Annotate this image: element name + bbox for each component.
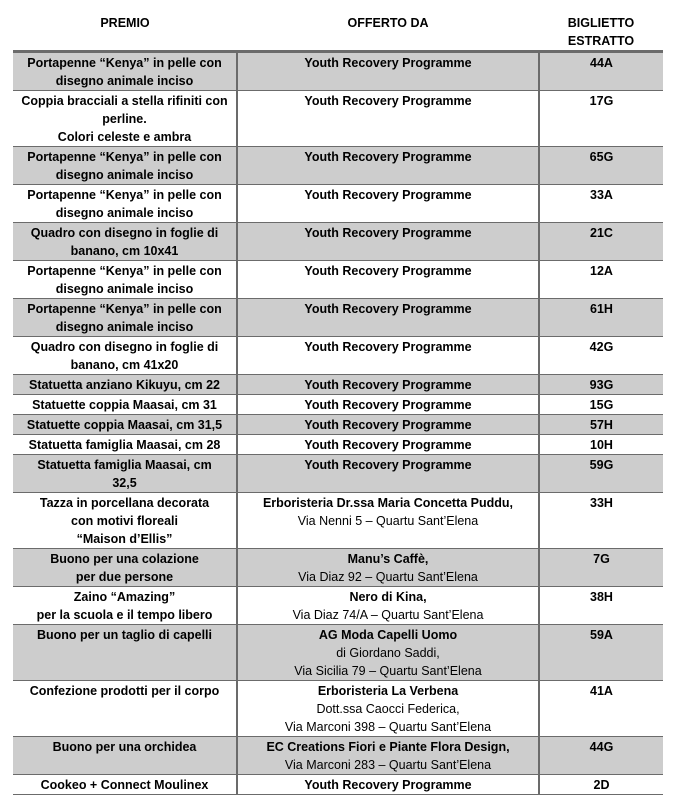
prize-table [13,50,663,795]
sponsor-address-line: Via Diaz 92 – Quartu Sant’Elena [298,570,478,584]
premio-line: Portapenne “Kenya” in pelle con [27,188,222,202]
ticket-number-cell [539,91,663,147]
header-biglietto-estratto [539,14,663,50]
ticket-number: 61H [590,302,613,316]
premio-line: disegno animale inciso [55,282,194,296]
premio-line: Tazza in porcellana decorata [39,496,210,510]
sponsor-name: Youth Recovery Programme [304,438,472,452]
ticket-number: 59G [589,458,614,472]
ticket-number-cell [539,185,663,223]
premio-line: Buono per un taglio di capelli [36,628,212,642]
ticket-number-cell [539,375,663,395]
premio-line: 32,5 [112,476,137,490]
ticket-number: 44G [589,740,614,754]
premio-cell [13,493,237,549]
premio-line: con motivi floreali [71,514,178,528]
offerto-da-cell [237,681,539,737]
premio-line: Buono per una colazione [50,552,199,566]
sponsor-address-line: Via Marconi 283 – Quartu Sant’Elena [284,758,492,772]
premio-line: Buono per una orchidea [52,740,197,754]
prize-row [13,415,663,435]
premio-cell [13,147,237,185]
ticket-number-cell [539,493,663,549]
premio-cell [13,375,237,395]
sponsor-name: Youth Recovery Programme [304,226,472,240]
ticket-number-cell [539,549,663,587]
premio-line: disegno animale inciso [55,320,194,334]
ticket-number: 33H [590,496,613,510]
prize-row [13,625,663,681]
premio-line: Coppia bracciali a stella rifiniti con [21,94,228,108]
premio-cell [13,681,237,737]
premio-cell [13,549,237,587]
offerto-da-cell [237,587,539,625]
premio-line: Zaino “Amazing” [73,590,176,604]
premio-line: banano, cm 10x41 [70,244,179,258]
prize-row [13,91,663,147]
offerto-da-cell [237,223,539,261]
premio-line: Quadro con disegno in foglie di [30,226,219,240]
header-biglietto-line2: ESTRATTO [567,34,635,48]
premio-line: Statuette coppia Maasai, cm 31 [32,398,217,412]
prize-row [13,223,663,261]
premio-line: per la scuola e il tempo libero [36,608,213,622]
sponsor-name: Youth Recovery Programme [304,188,472,202]
ticket-number: 44A [590,56,613,70]
ticket-number: 21C [590,226,613,240]
prize-row [13,493,663,549]
sponsor-name: Youth Recovery Programme [304,378,472,392]
ticket-number-cell [539,681,663,737]
prize-row [13,337,663,375]
header-biglietto-line1: BIGLIETTO [567,16,635,30]
prize-row [13,681,663,737]
ticket-number: 41A [590,684,613,698]
premio-line: Portapenne “Kenya” in pelle con [27,150,222,164]
sponsor-name: Youth Recovery Programme [304,302,472,316]
premio-cell [13,415,237,435]
sponsor-name: Youth Recovery Programme [304,56,472,70]
prize-row [13,299,663,337]
header-offerto-da: OFFERTO DA [347,16,429,30]
ticket-number-cell [539,775,663,795]
offerto-da-cell [237,395,539,415]
prize-row [13,587,663,625]
premio-line: disegno animale inciso [55,206,194,220]
premio-line: Statuetta famiglia Maasai, cm [37,458,212,472]
premio-line: Portapenne “Kenya” in pelle con [27,56,222,70]
prize-row [13,455,663,493]
prize-row [13,775,663,795]
sponsor-name: AG Moda Capelli Uomo [318,628,458,642]
ticket-number: 2D [593,778,610,792]
premio-cell [13,775,237,795]
premio-cell [13,625,237,681]
ticket-number: 93G [589,378,614,392]
ticket-number-cell [539,147,663,185]
premio-line: per due persone [75,570,174,584]
premio-cell [13,185,237,223]
ticket-number: 10H [590,438,613,452]
ticket-number-cell [539,435,663,455]
offerto-da-cell [237,52,539,91]
premio-line: “Maison d’Ellis” [76,532,173,546]
ticket-number-cell [539,337,663,375]
ticket-number: 65G [589,150,614,164]
offerto-da-cell [237,299,539,337]
prize-row [13,147,663,185]
premio-line: Colori celeste e ambra [57,130,192,144]
ticket-number: 15G [589,398,614,412]
prize-table-body [13,52,663,795]
prize-row [13,435,663,455]
ticket-number-cell [539,223,663,261]
prize-row [13,375,663,395]
premio-line: Cookeo + Connect Moulinex [40,778,209,792]
premio-line: Confezione prodotti per il corpo [29,684,220,698]
sponsor-name: Youth Recovery Programme [304,398,472,412]
premio-cell [13,737,237,775]
sponsor-name: Erboristeria Dr.ssa Maria Concetta Puddu, [262,496,514,510]
premio-cell [13,337,237,375]
sponsor-name: Youth Recovery Programme [304,458,472,472]
prize-row [13,395,663,415]
premio-cell [13,52,237,91]
ticket-number: 42G [589,340,614,354]
offerto-da-cell [237,625,539,681]
offerto-da-cell [237,261,539,299]
sponsor-name: Erboristeria La Verbena [317,684,459,698]
premio-cell [13,395,237,415]
sponsor-name: Youth Recovery Programme [304,150,472,164]
premio-cell [13,223,237,261]
sponsor-address-line: di Giordano Saddi, [336,646,440,660]
premio-cell [13,91,237,147]
sponsor-name: Youth Recovery Programme [304,340,472,354]
ticket-number: 33A [590,188,613,202]
prize-row [13,549,663,587]
premio-line: disegno animale inciso [55,74,194,88]
offerto-da-cell [237,375,539,395]
sponsor-address-line: Via Nenni 5 – Quartu Sant’Elena [297,514,479,528]
offerto-da-cell [237,147,539,185]
sponsor-name: Nero di Kina, [349,590,427,604]
premio-line: Quadro con disegno in foglie di [30,340,219,354]
offerto-da-cell [237,455,539,493]
ticket-number-cell [539,587,663,625]
sponsor-name: Manu’s Caffè, [347,552,429,566]
ticket-number-cell [539,261,663,299]
ticket-number: 59A [590,628,613,642]
sponsor-name: Youth Recovery Programme [304,264,472,278]
ticket-number: 17G [589,94,614,108]
premio-line: banano, cm 41x20 [70,358,179,372]
sponsor-address-line: Via Marconi 398 – Quartu Sant’Elena [284,720,492,734]
sponsor-name: Youth Recovery Programme [304,94,472,108]
sponsor-address-line: Via Diaz 74/A – Quartu Sant’Elena [292,608,484,622]
premio-line: Statuetta famiglia Maasai, cm 28 [28,438,221,452]
premio-line: Portapenne “Kenya” in pelle con [27,264,222,278]
premio-cell [13,455,237,493]
offerto-da-cell [237,91,539,147]
sponsor-address-line: Via Sicilia 79 – Quartu Sant’Elena [294,664,482,678]
prize-row [13,185,663,223]
offerto-da-cell [237,337,539,375]
ticket-number: 38H [590,590,613,604]
sponsor-name: EC Creations Fiori e Piante Flora Design, [266,740,510,754]
premio-cell [13,435,237,455]
prize-row [13,52,663,91]
sponsor-name: Youth Recovery Programme [304,778,472,792]
prize-row [13,261,663,299]
ticket-number: 7G [593,552,610,566]
ticket-number: 12A [590,264,613,278]
ticket-number-cell [539,625,663,681]
ticket-number-cell [539,299,663,337]
premio-line: Statuette coppia Maasai, cm 31,5 [26,418,223,432]
premio-line: disegno animale inciso [55,168,194,182]
premio-cell [13,299,237,337]
ticket-number-cell [539,455,663,493]
premio-cell [13,587,237,625]
sponsor-name: Youth Recovery Programme [304,418,472,432]
ticket-number-cell [539,737,663,775]
premio-line: Portapenne “Kenya” in pelle con [27,302,222,316]
premio-line: Statuetta anziano Kikuyu, cm 22 [28,378,221,392]
ticket-number: 57H [590,418,613,432]
header-premio: PREMIO [100,16,150,30]
prize-row [13,737,663,775]
offerto-da-cell [237,493,539,549]
offerto-da-cell [237,435,539,455]
ticket-number-cell [539,52,663,91]
premio-cell [13,261,237,299]
premio-line: perline. [102,112,147,126]
offerto-da-cell [237,185,539,223]
offerto-da-cell [237,549,539,587]
offerto-da-cell [237,775,539,795]
sponsor-address-line: Dott.ssa Caocci Federica, [316,702,460,716]
offerto-da-cell [237,415,539,435]
ticket-number-cell [539,415,663,435]
offerto-da-cell [237,737,539,775]
ticket-number-cell [539,395,663,415]
